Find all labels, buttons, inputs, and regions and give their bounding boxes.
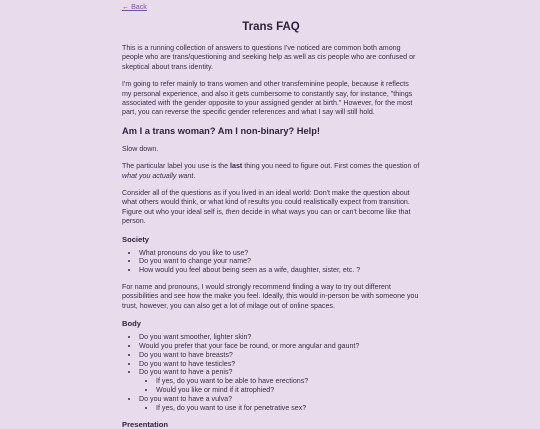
society-heading: Society <box>122 234 150 244</box>
penis-sublist <box>139 377 420 395</box>
sub-list-item: • Would you like or mind if it atrophied? <box>156 386 420 395</box>
list-item: • Do you want to change your name? <box>139 257 420 266</box>
slow-down-paragraph: Slow down. <box>122 144 159 153</box>
ideal-text-c: decide in what ways you can or can't become like that person. <box>122 207 411 226</box>
label-text-emphasis-want: what you actually want <box>122 171 194 180</box>
list-item: • What pronouns do you like to use? <box>139 249 420 258</box>
list-item: • Would you prefer that your face be round, or more angular and gaunt? <box>139 342 420 351</box>
label-text-e: . <box>193 171 196 180</box>
sub-list-item: • If yes, do you want to be able to have erections? <box>156 377 420 386</box>
list-item-text: Do you want to have a vulva? <box>139 394 233 403</box>
page-title: Trans FAQ <box>242 21 300 33</box>
content-column <box>122 0 420 429</box>
sub-list-item: • If yes, do you want to use it for penetrative sex? <box>156 404 420 413</box>
presentation-heading: Presentation <box>122 420 168 429</box>
list-item <box>139 395 420 413</box>
ideal-text-emphasis-then: then <box>225 207 240 216</box>
intro-paragraph-1: This is a running collection of answers to questions I've noticed are common both among people who are trans/questioning and seeking help as well as cis people who are confused or skeptical about trans identity. <box>122 44 416 71</box>
ideal-text-a: Consider all of the questions as if you lived in an ideal world: Don't make the question about what others would think, or what kind of results you could realistically expect from transition. Figure out who your ideal self is, <box>122 189 410 216</box>
body-list <box>122 333 420 412</box>
label-text-emphasis-last: last <box>230 162 243 171</box>
list-item <box>139 368 420 394</box>
list-item: • Do you want smoother, lighter skin? <box>139 333 420 342</box>
list-item: • How would you feel about being seen as a wife, daughter, sister, etc. ? <box>139 266 420 275</box>
name-pronoun-paragraph: For name and pronouns, I would strongly recommend finding a way to try out different possibilities and see how the make you feel. Ideally, this would in-person be with someone you trust, however, you can also get a lot of milage out of online spaces. <box>122 283 419 310</box>
ideal-world-paragraph <box>122 189 420 227</box>
body-heading: Body <box>122 319 141 329</box>
section-heading-label-question: Am I a trans woman? Am I non-binary? Help! <box>122 125 321 136</box>
label-paragraph <box>122 162 420 181</box>
list-item: • Do you want to have testicles? <box>139 360 420 369</box>
society-list <box>122 249 420 275</box>
intro-paragraph-2: I'm going to refer mainly to trans women and other transfeminine people, because it reflects my personal experience, and also it gets cumbersome to constantly say, for instance, "things associated with the gender opposite to your assigned gender at birth." However, for the most part, you can reverse the specific gender references and what I say will still hold. <box>122 80 413 117</box>
label-text-a: The particular label you use is the <box>122 162 231 171</box>
label-text-c: thing you need to figure out. First comes the question of <box>242 162 420 171</box>
back-link[interactable]: ← Back <box>122 3 147 11</box>
list-item: • Do you want to have breasts? <box>139 351 420 360</box>
list-item-text: Do you want to have a penis? <box>139 368 233 377</box>
